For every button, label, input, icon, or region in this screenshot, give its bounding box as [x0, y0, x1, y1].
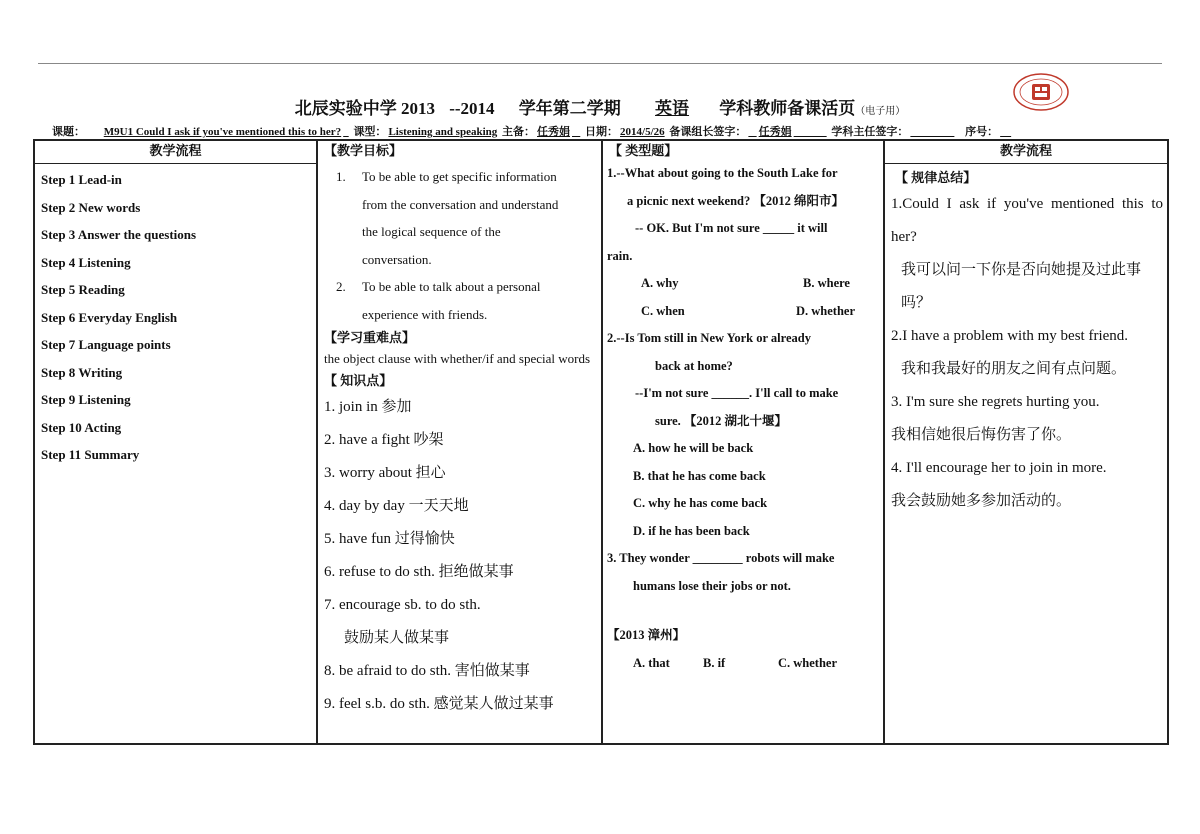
goal-header: 【教学目标】 — [324, 143, 403, 158]
step-item: Step 2 New words — [41, 199, 141, 215]
question-line: sure. 【2012 湖北十堰】 — [655, 413, 788, 428]
goal-line: 2. To be able to talk about a personal — [336, 279, 541, 294]
knowledge-item: 2. have a fight 吵架 — [324, 432, 444, 448]
option-row: A. why B. where — [641, 276, 850, 290]
step-item: Step 7 Language points — [41, 337, 171, 352]
goal-line: 1. To be able to get specific information — [336, 169, 557, 184]
topic-value: M9U1 Could I ask if you've mentioned this to her? — [103, 126, 342, 138]
question-line: back at home? — [655, 358, 733, 373]
option-row: D. if he has been back — [633, 523, 750, 538]
prep-label: 主备： — [502, 126, 536, 138]
step-item: Step 3 Answer the questions — [41, 227, 197, 242]
exercise-list — [603, 163, 883, 680]
date-value: 2014/5/26 — [620, 126, 665, 138]
rule-zh: 我会鼓励她多参加活动的。 — [891, 493, 1072, 509]
knowledge-item: 1. join in 参加 — [324, 399, 412, 415]
top-rule — [38, 63, 1162, 64]
school-seal-icon — [1012, 72, 1070, 112]
rule-header: 【 规律总结】 — [895, 170, 977, 185]
column-exercises — [602, 140, 884, 744]
step-item: Step 1 Lead-in — [41, 172, 122, 187]
option-row: C. when D. whether — [641, 303, 856, 318]
question-line: --I'm not sure ______. I'll call to make — [635, 386, 839, 400]
rule-en: 1.Could I ask if you've mentioned this to her? — [891, 196, 1163, 245]
info-line — [52, 123, 1162, 139]
knowledge-list — [318, 391, 601, 721]
topic-label: 课题： — [52, 126, 85, 138]
process-header: 教学流程 — [35, 141, 316, 164]
school-name: 北辰实验中学 2013 — [294, 99, 435, 118]
summary-process-header: 教学流程 — [885, 141, 1167, 164]
goal-line: experience with friends. — [362, 306, 488, 322]
option-row: B. that he has come back — [633, 468, 766, 483]
type-value: Listening and speaking — [388, 126, 498, 138]
exercise-header: 【 类型题】 — [609, 143, 678, 158]
knowledge-item: 9. feel s.b. do sth. 感觉某人做过某事 — [324, 696, 554, 712]
option-row: A. how he will be back — [633, 441, 754, 455]
rule-list — [885, 188, 1167, 518]
knowledge-item: 3. worry about 担心 — [324, 465, 446, 481]
knowledge-item: 鼓励某人做某事 — [344, 630, 450, 646]
number-label: 序号： — [965, 126, 999, 138]
option-row: C. why he has come back — [633, 496, 768, 510]
date-label: 日期： — [585, 126, 619, 138]
leader-value: 任秀娟 — [758, 126, 792, 138]
rule-en: 4. I'll encourage her to join in more. — [891, 460, 1107, 476]
key-points-text: the object clause with whether/if and special words — [324, 351, 591, 366]
step-item: Step 9 Listening — [41, 392, 131, 407]
question-line: -- OK. But I'm not sure _____ it will — [635, 221, 828, 235]
rule-zh: 我可以问一下你是否向她提及过此事吗？ — [901, 262, 1142, 311]
knowledge-header: 【 知识点】 — [324, 373, 393, 388]
question-line: a picnic next weekend? 【2012 绵阳市】 — [627, 193, 845, 208]
prep-value: 任秀娟 — [537, 126, 571, 138]
question-line: rain. — [607, 248, 633, 263]
knowledge-item: 8. be afraid to do sth. 害怕做某事 — [324, 663, 530, 679]
semester: 学年第二学期 — [518, 99, 621, 118]
director-label: 学科主任签字： — [831, 126, 909, 138]
step-item: Step 10 Acting — [41, 419, 122, 435]
question-source: 【2013 漳州】 — [607, 628, 686, 642]
column-summary — [884, 140, 1168, 744]
knowledge-item: 4. day by day 一天天地 — [324, 498, 469, 514]
column-process — [34, 140, 317, 744]
question-line: 2.--Is Tom still in New York or already — [607, 331, 811, 345]
year-end: --2014 — [449, 99, 495, 118]
rule-en: 3. I'm sure she regrets hurting you. — [891, 394, 1100, 410]
step-item: Step 5 Reading — [41, 282, 125, 297]
goal-line: the logical sequence of the — [362, 224, 501, 239]
question-line: humans lose their jobs or not. — [633, 578, 791, 593]
rule-en: 2.I have a problem with my best friend. — [891, 328, 1129, 344]
step-list — [35, 164, 316, 475]
leader-label: 备课组长签字： — [669, 126, 747, 138]
question-line: 1.--What about going to the South Lake for — [607, 166, 838, 180]
goal-line: conversation. — [362, 251, 432, 267]
column-goals — [317, 140, 602, 744]
step-item: Step 11 Summary — [41, 447, 140, 462]
subject: 英语 — [655, 99, 690, 118]
knowledge-item: 6. refuse to do sth. 拒绝做某事 — [324, 564, 514, 580]
lesson-table — [33, 139, 1169, 745]
goal-list — [318, 163, 601, 328]
question-line: 3. They wonder ________ robots will make — [607, 551, 835, 565]
page-type: 学科教师备课活页 — [719, 99, 856, 118]
step-item: Step 6 Everyday English — [41, 309, 178, 325]
rule-zh: 我和我最好的朋友之间有点问题。 — [901, 361, 1127, 377]
step-item: Step 4 Listening — [41, 254, 131, 270]
rule-zh: 我相信她很后悔伤害了你。 — [891, 427, 1072, 443]
key-points-header: 【学习重难点】 — [324, 330, 416, 345]
step-item: Step 8 Writing — [41, 364, 123, 380]
knowledge-item: 5. have fun 过得愉快 — [324, 531, 455, 547]
option-row: A. that B. if C. whether — [633, 655, 838, 670]
knowledge-item: 7. encourage sb. to do sth. — [324, 597, 481, 613]
page-type-note: （电子用） — [855, 106, 906, 117]
goal-line: from the conversation and understand — [362, 196, 559, 212]
type-label: 课型： — [353, 126, 387, 138]
